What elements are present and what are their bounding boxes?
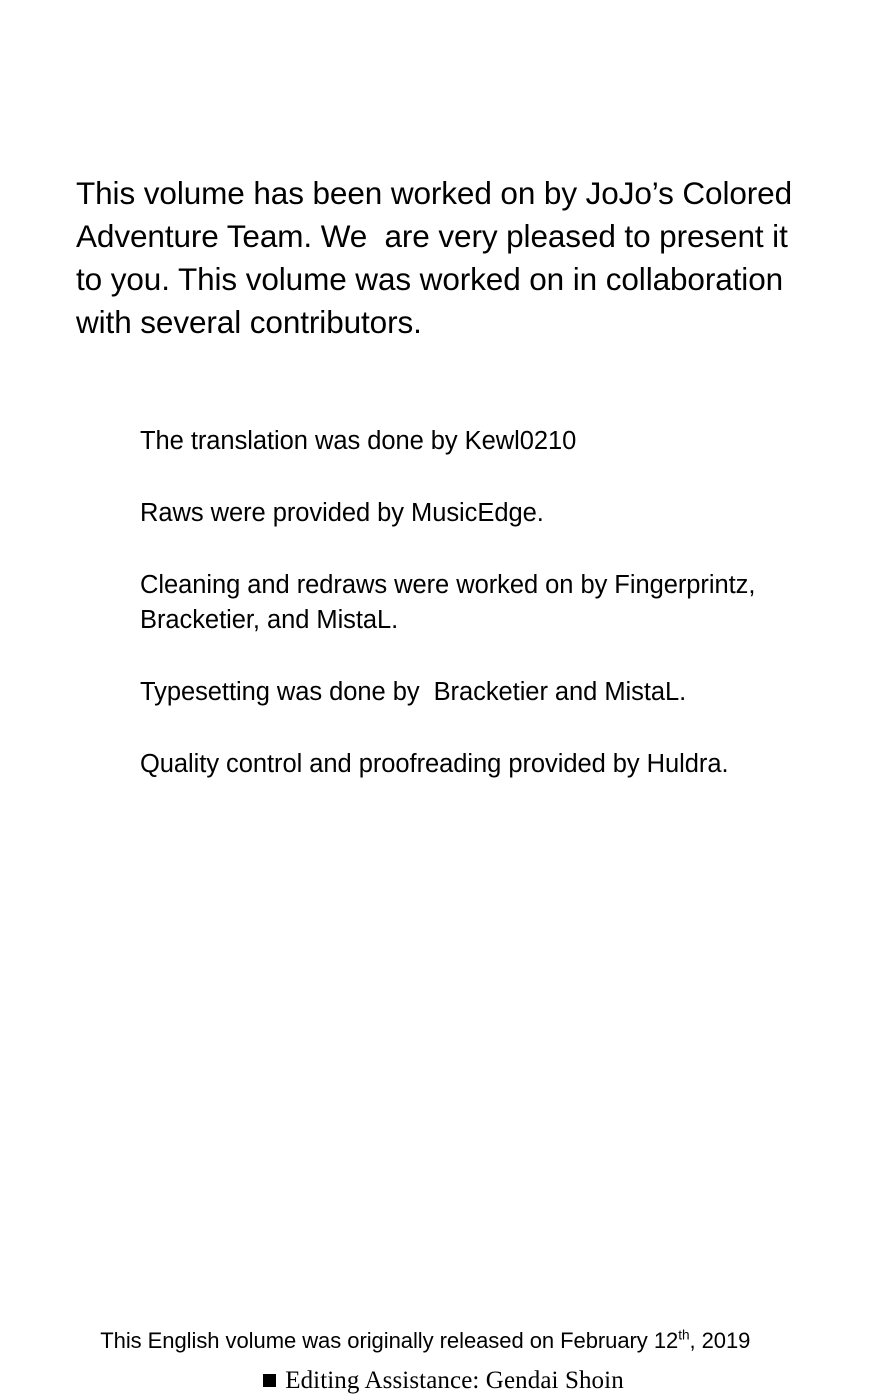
release-note-text-after: , 2019 (689, 1328, 751, 1353)
credit-line-quality-control: Quality control and proofreading provided by Huldra. (140, 749, 729, 778)
credit-line-typesetting: Typesetting was done by Bracketier and MistaL. (140, 677, 687, 706)
release-note-text-before: This English volume was originally released on February 12 (100, 1328, 679, 1353)
ordinal-suffix: th (678, 1327, 690, 1343)
credits-list (140, 398, 800, 782)
black-square-bullet-icon (263, 1374, 276, 1387)
credit-line-raws: Raws were provided by MusicEdge. (140, 498, 544, 527)
editing-assistance-line (0, 1365, 887, 1397)
credit-line-cleaning-redraws: Cleaning and redraws were worked on by Fingerprintz, Bracketier, and MistaL. (140, 570, 763, 634)
intro-paragraph: This volume has been worked on by JoJo’s Colored Adventure Team. We are very pleased to present it to you. This volume was worked on in collaboration with several contributors. (76, 174, 799, 340)
credit-line-translation: The translation was done by Kewl0210 (140, 426, 577, 455)
editing-assistance-label: Editing Assistance: Gendai Shoin (285, 1367, 624, 1394)
